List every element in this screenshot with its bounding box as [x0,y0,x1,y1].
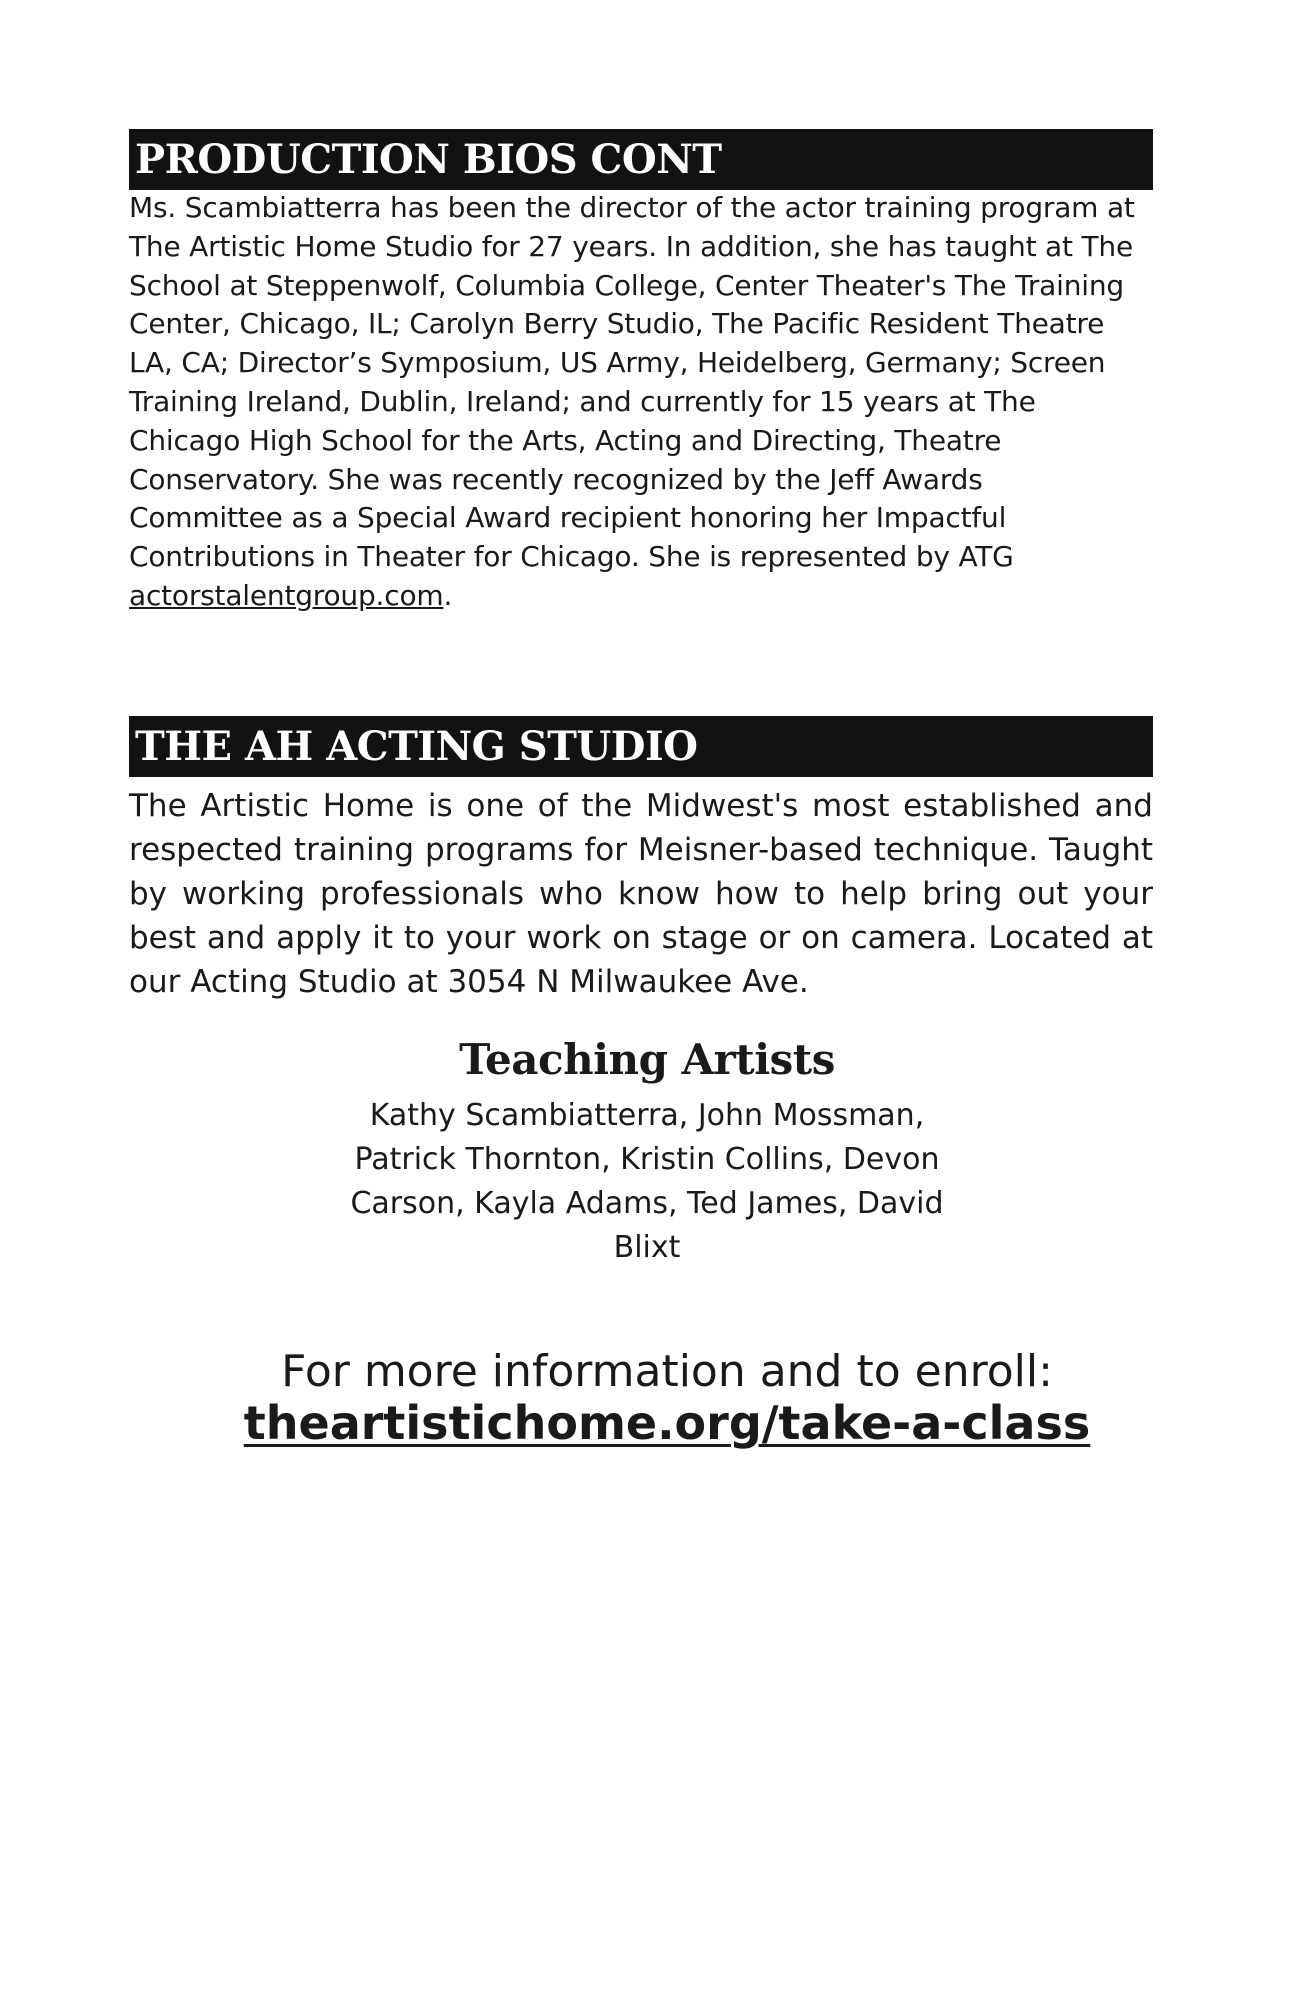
bio-line: LA, CA; Director’s Symposium, US Army, Heidelberg, Germany; Screen [129,346,1106,380]
bio-line: Conservatory. She was recently recognized by the Jeff Awards [129,462,983,496]
bio-line: Committee as a Special Award recipient honoring her Impactful [129,501,1007,535]
section-heading-acting-studio: THE AH ACTING STUDIO [129,716,1153,777]
teaching-artists-line: Kathy Scambiatterra, John Mossman, [369,1098,925,1133]
studio-paragraph [129,784,1153,1004]
teaching-artists-line: Blixt [613,1230,681,1265]
bio-link-line [129,577,1159,616]
enroll-link[interactable]: theartistichome.org/take-a-class [243,1396,1091,1450]
agency-link[interactable]: actorstalentgroup.com [129,578,444,612]
bio-line: Chicago High School for the Arts, Acting and Directing, Theatre [129,423,1002,457]
bio-line: School at Steppenwolf, Columbia College, Center Theater's The Training [129,268,1124,302]
bio-line: Training Ireland, Dublin, Ireland; and currently for 15 years at The [129,384,1036,418]
teaching-artists-line: Carson, Kayla Adams, Ted James, David [350,1186,944,1221]
bio-line: Contributions in Theater for Chicago. She is represented by ATG [129,540,1014,574]
bio-line: Center, Chicago, IL; Carolyn Berry Studio, The Pacific Resident Theatre [129,307,1105,341]
link-period: . [443,578,453,612]
teaching-artists-title: Teaching Artists [459,1035,835,1084]
studio-line: respected training programs for Meisner-based technique. Taught [129,832,1153,868]
teaching-artists-list [0,1094,1294,1270]
enroll-url-row [0,1396,1294,1450]
enroll-prompt: For more information and to enroll: [281,1346,1053,1397]
bio-line: Ms. Scambiatterra has been the director of the actor training program at [129,191,1135,224]
bio-line: The Artistic Home Studio for 27 years. In addition, she has taught at The [129,229,1133,263]
studio-line: The Artistic Home is one of the Midwest's most established and [129,788,1153,824]
studio-line: best and apply it to your work on stage or on camera. Located at [129,920,1153,956]
section-heading-production-bios: PRODUCTION BIOS CONT [129,129,1153,190]
studio-line: by working professionals who know how to help bring out your [129,876,1153,912]
bio-paragraph [129,189,1159,616]
studio-line: our Acting Studio at 3054 N Milwaukee Ave. [129,964,809,1000]
teaching-artists-line: Patrick Thornton, Kristin Collins, Devon [354,1142,940,1177]
